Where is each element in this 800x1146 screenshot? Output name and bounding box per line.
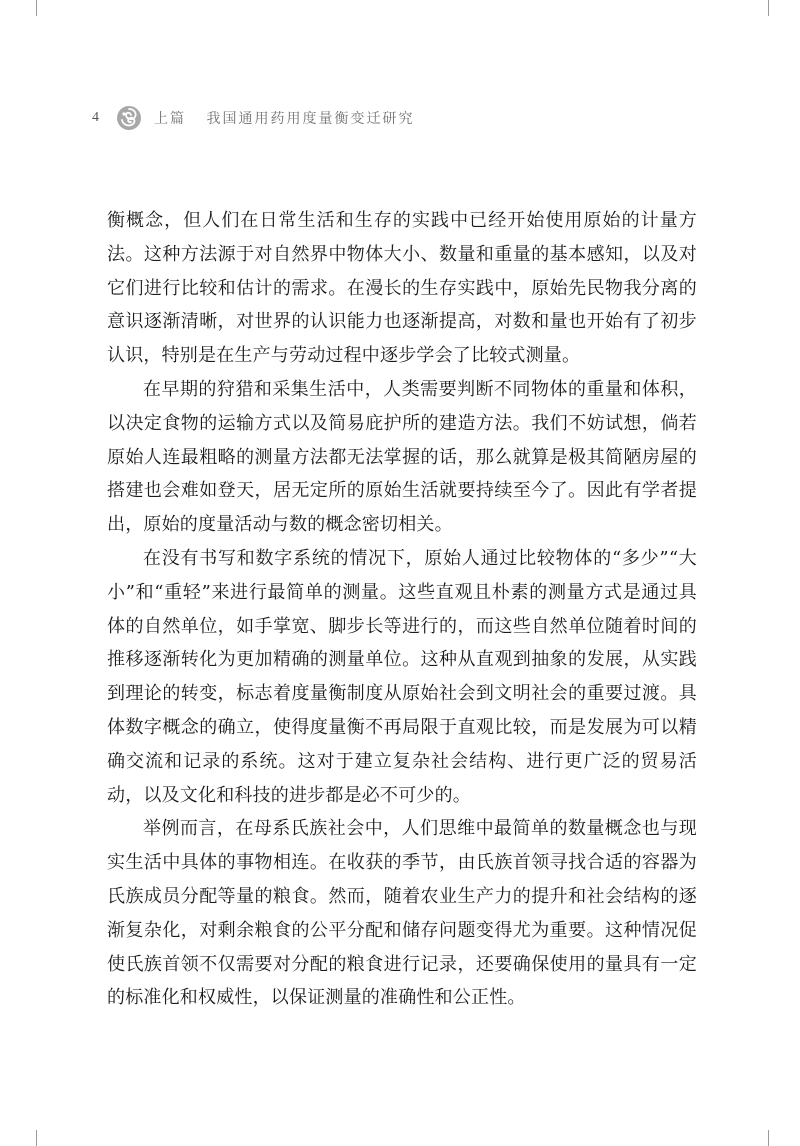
paragraph-2: 在早期的狩猎和采集生活中，人类需要判断不同物体的重量和体积，以决定食物的运输方式以及简易庇护所的建造方法。我们不妨试想，倘若原始人连最粗略的测量方法都无法掌握的话，那么就算是极其简陋房屋的搭建也会难如登天，居无定所的原始生活就要持续至今了。因此有学者提出，原始的度量活动与数的概念密切相关。 [107,378,697,536]
part-label: 上篇 [154,111,186,127]
crop-mark-top-left [36,0,37,16]
crop-mark-bottom-right [768,1130,769,1146]
swirl-logo-icon [116,105,142,131]
crop-mark-bottom-left [36,1130,37,1146]
page-number: 4 [92,110,99,125]
crop-mark-top-right [768,0,769,16]
paragraph-3: 在没有书写和数字系统的情况下，原始人通过比较物体的“多少”“大小”和“重轻”来进行最简单的测量。这些直观且朴素的测量方式是通过具体的自然单位，如手掌宽、脚步长等进行的，而这些自然单位随着时间的推移逐渐转化为更加精确的测量单位。这种从直观到抽象的发展，从实践到理论的转变，标志着度量衡制度从原始社会到文明社会的重要过渡。具体数字概念的确立，使得度量衡不再局限于直观比较，而是发展为可以精确交流和记录的系统。这对于建立复杂社会结构、进行更广泛的贸易活动，以及文化和科技的进步都是必不可少的。 [107,547,697,806]
running-header [92,104,712,132]
body-text [107,204,697,1015]
book-title: 我国通用药用度量衡变迁研究 [206,111,415,127]
paragraph-1: 衡概念，但人们在日常生活和生存的实践中已经开始使用原始的计量方法。这种方法源于对自然界中物体大小、数量和重量的基本感知，以及对它们进行比较和估计的需求。在漫长的生存实践中，原始先民物我分离的意识逐渐清晰，对世界的认识能力也逐渐提高，对数和量也开始有了初步认识，特别是在生产与劳动过程中逐步学会了比较式测量。 [107,210,697,367]
paragraph-4: 举例而言，在母系氏族社会中，人们思维中最简单的数量概念也与现实生活中具体的事物相连。在收获的季节，由氏族首领寻找合适的容器为氏族成员分配等量的粮食。然而，随着农业生产力的提升和社会结构的逐渐复杂化，对剩余粮食的公平分配和储存问题变得尤为重要。这种情况促使氏族首领不仅需要对分配的粮食进行记录，还要确保使用的量具有一定的标准化和权威性，以保证测量的准确性和公正性。 [107,818,697,1009]
running-header-text [154,108,414,128]
